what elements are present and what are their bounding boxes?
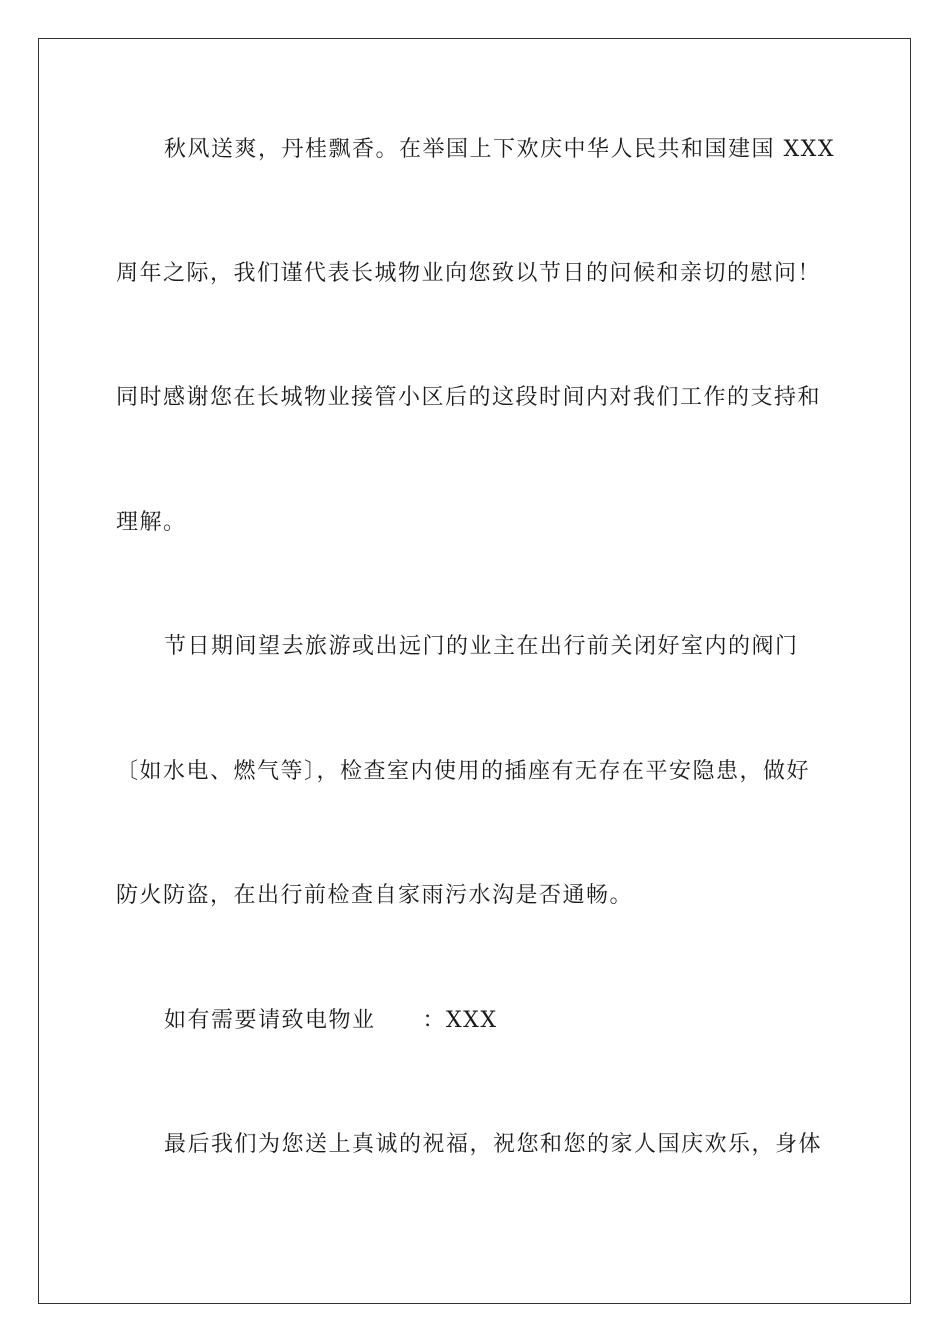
paragraph-2-line-3: 防火防盗，在出行前检查自家雨污水沟是否通畅。 — [116, 883, 634, 908]
paragraph-2-line-1: 节日期间望去旅游或出远门的业主在出行前关闭好室内的阀门 — [164, 634, 799, 659]
paragraph-1-line-4: 理解。 — [116, 510, 187, 535]
page-frame — [38, 38, 911, 1304]
paragraph-2-line-2: 〔如水电、燃气等〕，检查室内使用的插座有无存在平安隐患，做好 — [116, 759, 811, 784]
paragraph-1-line-3: 同时感谢您在长城物业接管小区后的这段时间内对我们工作的支持和 — [116, 385, 822, 410]
contact-line: 如有需要请致电物业 ：XXX — [164, 1008, 498, 1033]
paragraph-1-line-2: 周年之际，我们谨代表长城物业向您致以节日的问候和亲切的慰问！ — [116, 261, 822, 286]
paragraph-1-line-1: 秋风送爽，丹桂飘香。在举国上下欢庆中华人民共和国建国 XXX — [164, 137, 835, 162]
paragraph-4-line-1: 最后我们为您送上真诚的祝福，祝您和您的家人国庆欢乐，身体 — [164, 1132, 823, 1157]
